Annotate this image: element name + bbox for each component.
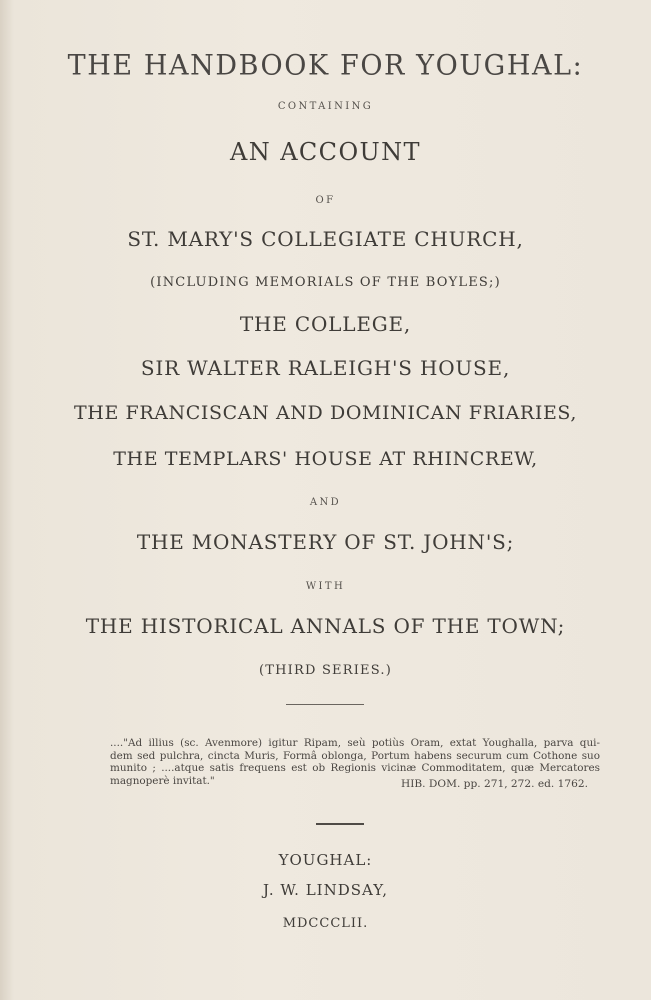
series-note: (THIRD SERIES.) <box>258 663 392 678</box>
epigraph-line: magnoperè invitat." <box>110 774 215 787</box>
templars-heading: THE TEMPLARS' HOUSE AT RHINCREW, <box>113 448 538 470</box>
annals-heading: THE HISTORICAL ANNALS OF THE TOWN; <box>85 614 566 638</box>
and-label: AND <box>309 497 342 508</box>
imprint-rule <box>316 823 364 825</box>
church-heading: ST. MARY'S COLLEGIATE CHURCH, <box>127 227 524 251</box>
memorials-note: (INCLUDING MEMORIALS OF THE BOYLES;) <box>150 275 501 290</box>
book-title: THE HANDBOOK FOR YOUGHAL: <box>67 49 584 82</box>
imprint-year: MDCCCLII. <box>282 916 369 931</box>
epigraph-line: munito ; ....atque satis frequens est ob Regionis vicinæ Commoditatem, quæ Mercatores <box>110 762 600 775</box>
of-label: OF <box>315 195 336 206</box>
divider-rule <box>286 704 364 705</box>
epigraph-line: ...."Ad illius (sc. Avenmore) igitur Ripam, seù potiùs Oram, extat Youghalla, parva qui- <box>110 737 600 749</box>
monastery-heading: THE MONASTERY OF ST. JOHN'S; <box>136 530 515 554</box>
imprint-publisher: J. W. LINDSAY, <box>263 881 388 899</box>
account-heading: AN ACCOUNT <box>230 138 421 166</box>
raleigh-heading: SIR WALTER RALEIGH'S HOUSE, <box>140 356 511 380</box>
containing-label: CONTAINING <box>277 101 374 112</box>
friaries-heading: THE FRANCISCAN AND DOMINICAN FRIARIES, <box>74 402 577 424</box>
imprint-place: YOUGHAL: <box>278 851 373 869</box>
epigraph-citation: HIB. DOM. pp. 271, 272. ed. 1762. <box>400 778 588 790</box>
epigraph-line: dem sed pulchra, cincta Muris, Formâ oblonga, Portum habens securum cum Cothone suo <box>110 749 600 762</box>
with-label: WITH <box>305 581 346 592</box>
college-heading: THE COLLEGE, <box>239 312 412 336</box>
